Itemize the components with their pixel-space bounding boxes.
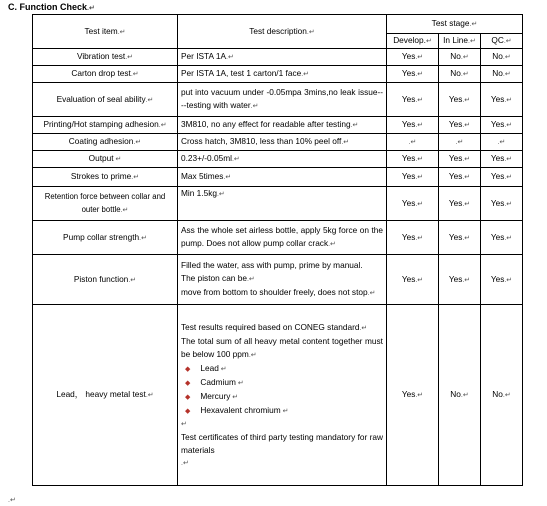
table-row <box>33 305 523 486</box>
develop-cell: Yes.↵ <box>387 49 439 66</box>
develop-cell: Yes.↵ <box>387 66 439 83</box>
develop-cell: Yes.↵ <box>387 221 439 255</box>
develop-cell: Yes.↵ <box>387 83 439 117</box>
test-description-cell: 3M810, no any effect for readable after testing.↵ <box>178 117 387 134</box>
test-description-cell: put into vacuum under -0.05mpa 3mins,no leak issue----testing with water.↵ <box>178 83 387 117</box>
qc-cell: Yes.↵ <box>481 151 523 168</box>
table-row <box>33 221 523 255</box>
qc-cell: No.↵ <box>481 66 523 83</box>
qc-cell: Yes.↵ <box>481 117 523 134</box>
table-row <box>33 117 523 134</box>
diamond-bullet-icon: ◆ <box>185 365 191 373</box>
inline-cell: Yes.↵ <box>439 221 481 255</box>
table-row <box>33 187 523 221</box>
test-description-cell: Test results required based on CONEG standard.↵ The total sum of all heavy metal content together must be below 100 ppm.↵ ◆ Lead ↵ ◆ Cadmium ↵ ◆ Mercury ↵ ◆ Hexavalent chromium ↵ ↵ Test certificates of third party testing mandatory for raw materials .↵ <box>178 305 387 486</box>
test-description-cell: Filled the water, ass with pump, prime by manual. The piston can be.↵ move from bottom to shoulder freely, does not stop.↵ <box>178 255 387 305</box>
header-qc: QC.↵ <box>481 34 523 49</box>
inline-cell: .↵ <box>439 134 481 151</box>
develop-cell: Yes.↵ <box>387 187 439 221</box>
test-item-cell: Pump collar strength.↵ <box>33 221 178 255</box>
end-paragraph-mark: .↵ <box>8 497 16 504</box>
develop-cell: Yes.↵ <box>387 117 439 134</box>
test-description-cell: Ass the whole set airless bottle, apply 5kg force on the pump. Does not allow pump collar crack.↵ <box>178 221 387 255</box>
test-item-cell: Piston function.↵ <box>33 255 178 305</box>
inline-cell: Yes.↵ <box>439 117 481 134</box>
section-title: C. Function Check.↵ <box>8 2 95 12</box>
table-row <box>33 134 523 151</box>
header-inline: In Line.↵ <box>439 34 481 49</box>
qc-cell: Yes.↵ <box>481 255 523 305</box>
develop-cell: Yes.↵ <box>387 168 439 187</box>
qc-cell: No.↵ <box>481 49 523 66</box>
test-item-cell: Strokes to prime.↵ <box>33 168 178 187</box>
table-row <box>33 255 523 305</box>
develop-cell: .↵ <box>387 134 439 151</box>
qc-cell: .↵ <box>481 134 523 151</box>
qc-cell: Yes.↵ <box>481 168 523 187</box>
table-row <box>33 83 523 117</box>
test-item-cell: Vibration test.↵ <box>33 49 178 66</box>
table-row <box>33 66 523 83</box>
test-description-cell: Cross hatch, 3M810, less than 10% peel off.↵ <box>178 134 387 151</box>
table-row <box>33 168 523 187</box>
test-item-cell: Lead， heavy metal test.↵ <box>33 305 178 486</box>
develop-cell: Yes.↵ <box>387 151 439 168</box>
inline-cell: No.↵ <box>439 49 481 66</box>
header-develop: Develop.↵ <box>387 34 439 49</box>
diamond-bullet-icon: ◆ <box>185 393 191 401</box>
test-description-cell: Per ISTA 1A.↵ <box>178 49 387 66</box>
list-item: ◆ Mercury ↵ <box>185 390 239 401</box>
qc-cell: Yes.↵ <box>481 83 523 117</box>
develop-cell: Yes.↵ <box>387 305 439 486</box>
inline-cell: Yes.↵ <box>439 187 481 221</box>
test-item-cell: Evaluation of seal ability.↵ <box>33 83 178 117</box>
test-description-cell: Max 5times.↵ <box>178 168 387 187</box>
header-test-description: Test description.↵ <box>178 15 387 49</box>
diamond-bullet-icon: ◆ <box>185 379 191 387</box>
inline-cell: No.↵ <box>439 66 481 83</box>
test-item-cell: Output ↵ <box>33 151 178 168</box>
inline-cell: Yes.↵ <box>439 168 481 187</box>
table-row <box>33 151 523 168</box>
list-item: ◆ Cadmium ↵ <box>185 376 244 387</box>
qc-cell: Yes.↵ <box>481 187 523 221</box>
test-item-cell: Printing/Hot stamping adhesion.↵ <box>33 117 178 134</box>
develop-cell: Yes.↵ <box>387 255 439 305</box>
test-item-cell: Carton drop test.↵ <box>33 66 178 83</box>
test-item-cell: Coating adhesion.↵ <box>33 134 178 151</box>
header-test-item: Test item.↵ <box>33 15 178 49</box>
header-test-stage: Test stage.↵ <box>387 15 523 34</box>
table-row <box>33 49 523 66</box>
list-item: ◆ Lead ↵ <box>185 362 227 373</box>
inline-cell: Yes.↵ <box>439 255 481 305</box>
test-item-cell: Retention force between collar and outer bottle.↵ <box>33 187 178 221</box>
list-item: ◆ Hexavalent chromium ↵ <box>185 404 289 415</box>
qc-cell: No.↵ <box>481 305 523 486</box>
inline-cell: Yes.↵ <box>439 83 481 117</box>
diamond-bullet-icon: ◆ <box>185 407 191 415</box>
inline-cell: Yes.↵ <box>439 151 481 168</box>
test-description-cell: Min 1.5kg.↵ <box>178 187 387 221</box>
qc-cell: Yes.↵ <box>481 221 523 255</box>
function-check-table <box>32 14 523 486</box>
inline-cell: No.↵ <box>439 305 481 486</box>
test-description-cell: 0.23+/-0.05ml.↵ <box>178 151 387 168</box>
test-description-cell: Per ISTA 1A, test 1 carton/1 face.↵ <box>178 66 387 83</box>
